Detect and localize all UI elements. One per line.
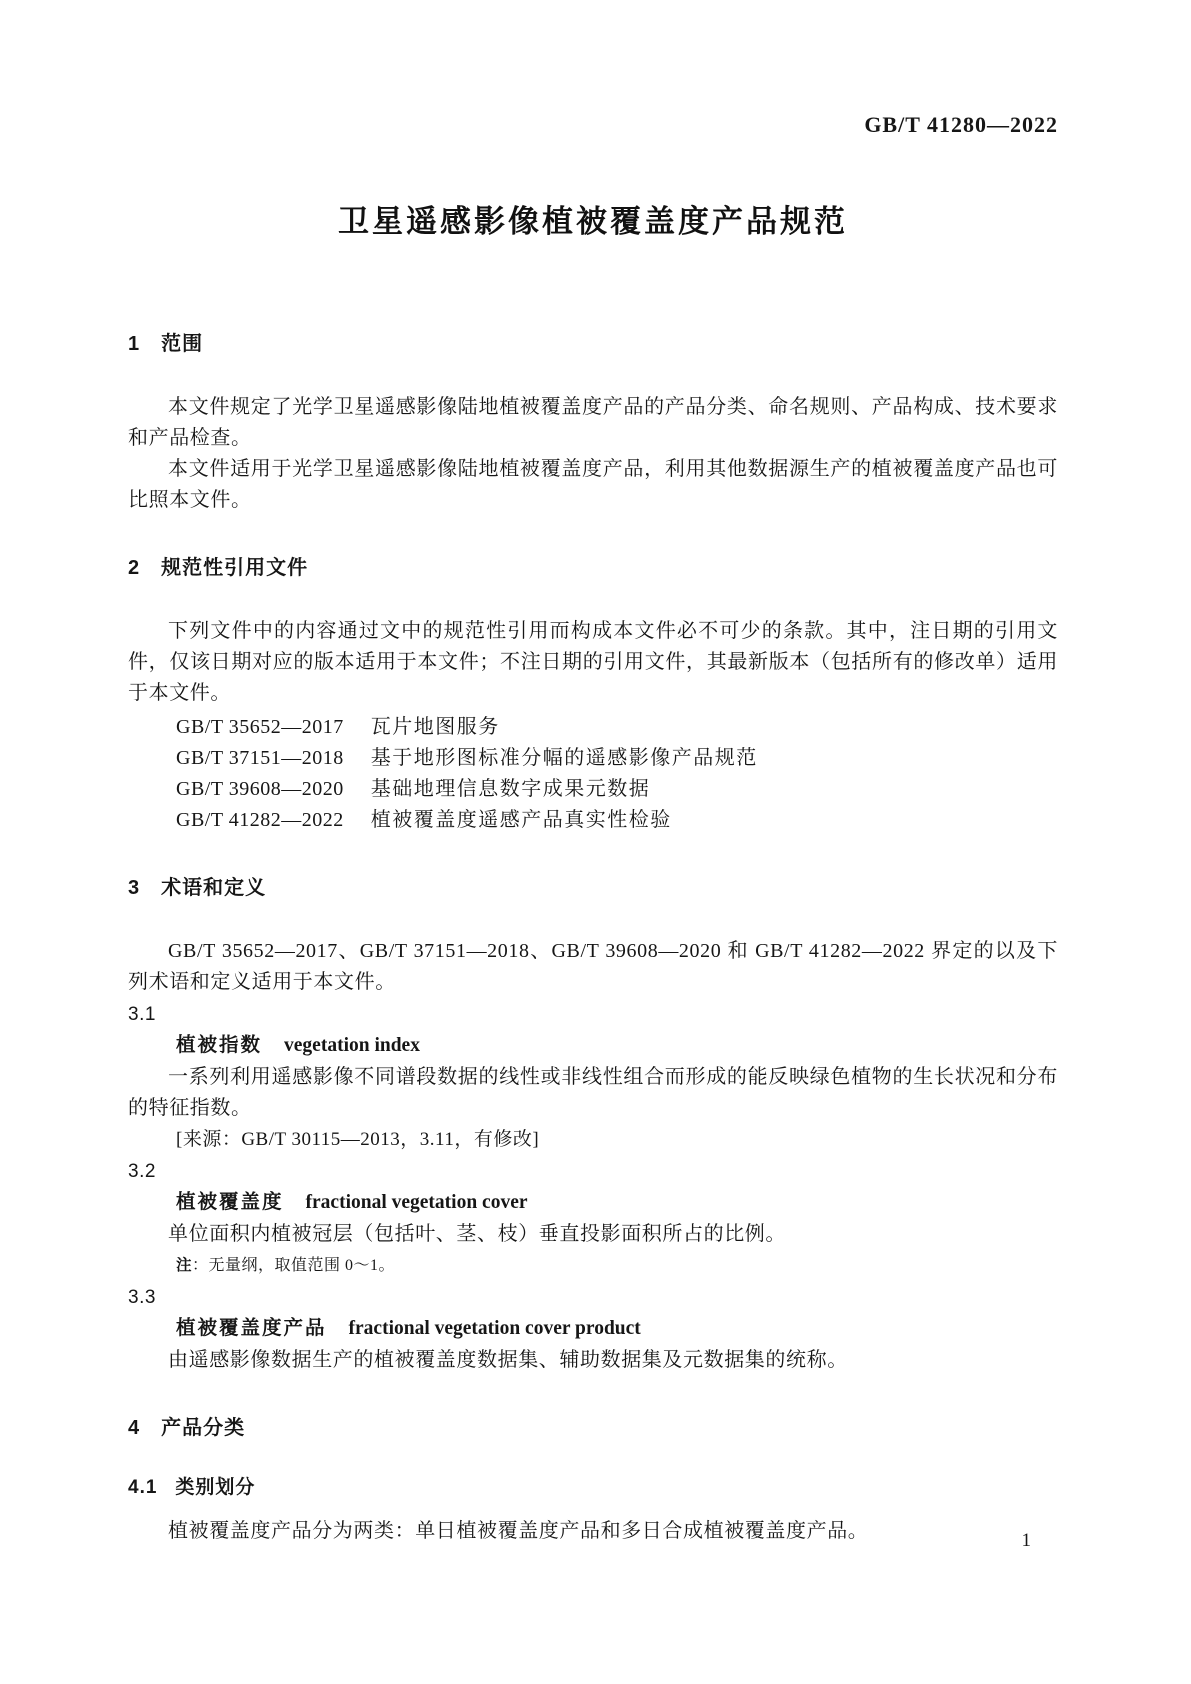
term-block-3-1 <box>128 999 1058 1155</box>
term-definition: 单位面积内植被冠层（包括叶、茎、枝）垂直投影面积所占的比例。 <box>168 1223 786 1245</box>
clause-number: 3.3 <box>128 1287 156 1308</box>
term-block-3-3 <box>128 1282 1058 1376</box>
section-4-number: 4 <box>128 1417 141 1439</box>
section-2-number: 2 <box>128 557 141 579</box>
term-chinese: 植被覆盖度 <box>176 1191 284 1213</box>
section-3-heading <box>128 873 1058 903</box>
section-4-title: 产品分类 <box>161 1417 246 1439</box>
section-1-heading <box>128 329 1058 359</box>
term-note <box>128 1250 1058 1281</box>
section-3-title: 术语和定义 <box>161 877 267 899</box>
reference-title: 瓦片地图服务 <box>370 716 500 738</box>
reference-item <box>128 805 1058 836</box>
term-block-3-2 <box>128 1156 1058 1281</box>
reference-title: 植被覆盖度遥感产品真实性检验 <box>370 809 672 831</box>
section-4-heading <box>128 1413 1058 1443</box>
section-1-number: 1 <box>128 333 141 355</box>
term-definition: 由遥感影像数据生产的植被覆盖度数据集、辅助数据集及元数据集的统称。 <box>168 1349 848 1371</box>
reference-code: GB/T 35652—2017 <box>176 716 344 738</box>
reference-code: GB/T 41282—2022 <box>176 809 344 831</box>
term-heading <box>128 1030 1058 1062</box>
section-3-number: 3 <box>128 877 141 899</box>
term-chinese: 植被覆盖度产品 <box>176 1317 327 1339</box>
section-3-intro: GB/T 35652—2017、GB/T 37151—2018、GB/T 39608—2020 和 GB/T 41282—2022 界定的以及下列术语和定义适用于本文件。 <box>128 940 1058 993</box>
term-chinese: 植被指数 <box>176 1034 263 1056</box>
section-1-title: 范围 <box>161 333 204 355</box>
note-text: ：无量纲，取值范围 0～1。 <box>192 1257 396 1274</box>
reference-code: GB/T 37151—2018 <box>176 747 344 769</box>
reference-code: GB/T 39608—2020 <box>176 778 344 800</box>
term-heading <box>128 1187 1058 1219</box>
standard-code-header: GB/T 41280—2022 <box>864 112 1058 137</box>
section-4-1-heading <box>128 1473 1058 1503</box>
section-1-paragraph-2: 本文件适用于光学卫星遥感影像陆地植被覆盖度产品，利用其他数据源生产的植被覆盖度产品也可比照本文件。 <box>128 458 1058 511</box>
section-2-intro: 下列文件中的内容通过文中的规范性引用而构成本文件必不可少的条款。其中，注日期的引用文件，仅该日期对应的版本适用于本文件；不注日期的引用文件，其最新版本（包括所有的修改单）适用于本文件。 <box>128 620 1058 704</box>
reference-item <box>128 774 1058 805</box>
term-english: fractional vegetation cover product <box>348 1318 641 1339</box>
reference-item <box>128 743 1058 774</box>
clause-number: 3.1 <box>128 1004 156 1025</box>
term-source: [来源：GB/T 30115—2013，3.11，有修改] <box>176 1129 540 1150</box>
note-label: 注 <box>176 1257 193 1274</box>
section-1-paragraph-1: 本文件规定了光学卫星遥感影像陆地植被覆盖度产品的产品分类、命名规则、产品构成、技术要求和产品检查。 <box>128 396 1058 449</box>
term-definition: 一系列利用遥感影像不同谱段数据的线性或非线性组合而形成的能反映绿色植物的生长状况和分布的特征指数。 <box>128 1066 1058 1119</box>
section-4-1-title: 类别划分 <box>175 1477 256 1498</box>
section-4-1-paragraph: 植被覆盖度产品分为两类：单日植被覆盖度产品和多日合成植被覆盖度产品。 <box>168 1520 869 1542</box>
document-title: 卫星遥感影像植被覆盖度产品规范 <box>338 204 848 239</box>
reference-title: 基于地形图标准分幅的遥感影像产品规范 <box>370 747 758 769</box>
reference-title: 基础地理信息数字成果元数据 <box>370 778 651 800</box>
section-4-1-number: 4.1 <box>128 1477 158 1498</box>
section-2-heading <box>128 553 1058 583</box>
clause-number: 3.2 <box>128 1161 156 1182</box>
term-english: vegetation index <box>284 1035 420 1056</box>
term-heading <box>128 1313 1058 1345</box>
normative-references-list <box>128 712 1058 836</box>
section-2-title: 规范性引用文件 <box>161 557 309 579</box>
page-number: 1 <box>1021 1530 1031 1551</box>
term-english: fractional vegetation cover <box>305 1192 528 1213</box>
reference-item <box>128 712 1058 743</box>
document-content <box>128 0 1058 1547</box>
